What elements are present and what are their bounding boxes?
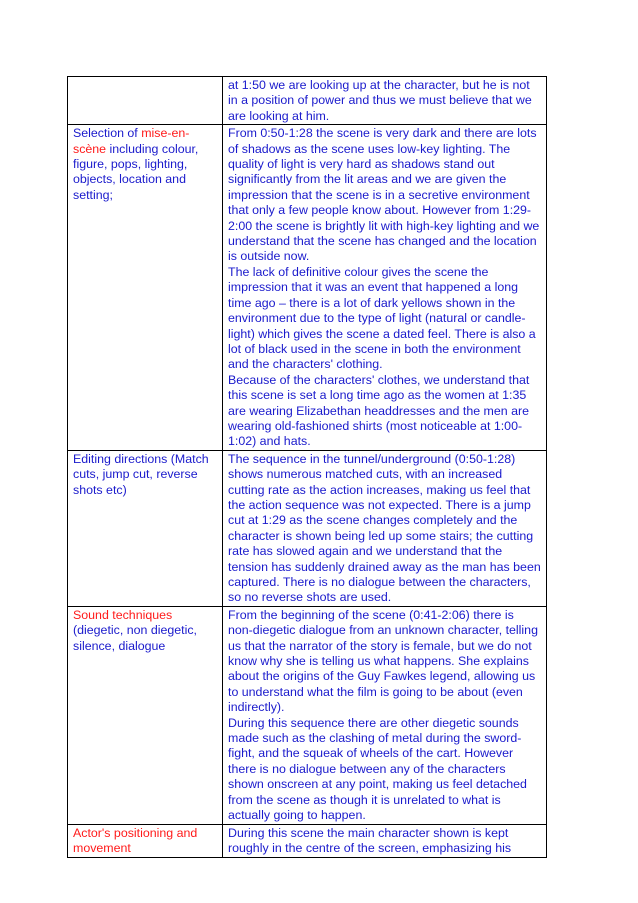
row-content-cell <box>223 77 547 125</box>
content-paragraph: During this sequence there are other diegetic sounds made such as the clashing of metal during the sword-fight, and the squeak of wheels of the cart. However there is no dialogue between any of the characters shown onscreen at any point, making us feel detached from the scene as though it is unrelated to what is actually going to happen. <box>228 715 527 823</box>
table-row <box>68 77 547 125</box>
table-row <box>68 606 547 824</box>
row-label-prefix: Selection of <box>73 126 142 141</box>
row-label-cell <box>68 450 223 606</box>
table-row <box>68 125 547 451</box>
table-row <box>68 824 547 857</box>
row-label-text: (diegetic, non diegetic, silence, dialogue <box>73 623 197 653</box>
content-paragraph: From the beginning of the scene (0:41-2:06) there is non-diegetic dialogue from an unknown character, telling us that the narrator of the story is female, but we do not know why she is telling us what happens. She explains about the origins of the Guy Fawkes legend, allowing us to understand what the film is going to be about (even indirectly). <box>228 607 538 715</box>
content-paragraph: The sequence in the tunnel/underground (0:50-1:28) shows numerous matched cuts, with an increased cutting rate as the action increases, making us feel that the action sequence was not expected. There is a jump cut at 1:29 as the scene changes completely and the character is shown being led up some stairs; the cutting rate has slowed again and we understand that the tension has suddenly drained away as the man has been captured. There is no dialogue between the characters, so no reverse shots are used. <box>228 451 541 605</box>
content-paragraph: During this scene the main character shown is kept roughly in the centre of the screen, emphasizing his <box>228 825 512 855</box>
content-paragraph: The lack of definitive colour gives the scene the impression that it was an event that happened a long time ago – there is a lot of dark yellows shown in the environment due to the type of light (natural or candle-light) which gives the scene a dated feel. There is also a lot of black used in the scene in both the environment and the characters' clothing. <box>228 264 536 372</box>
row-label-cell <box>68 606 223 824</box>
row-label-highlight: mise-en-scène <box>73 126 190 156</box>
row-label-text: including colour, figure, pops, lighting, objects, location and setting; <box>73 141 199 202</box>
content-paragraph: Because of the characters' clothes, we understand that this scene is set a long time ago as the women at 1:35 are wearing Elizabethan headdresses and the men are wearing old-fashioned shirts (most noticeable at 1:00-1:02) and hats. <box>228 372 530 449</box>
row-content-cell <box>223 450 547 606</box>
row-label-cell <box>68 824 223 857</box>
analysis-table <box>67 76 547 858</box>
row-label-highlight: Actor's positioning and movement <box>73 825 198 855</box>
content-paragraph: at 1:50 we are looking up at the character, but he is not in a position of power and thus we must believe that we are looking at him. <box>228 78 532 123</box>
row-label-cell <box>68 77 223 125</box>
content-paragraph: From 0:50-1:28 the scene is very dark and there are lots of shadows as the scene uses low-key lighting. The quality of light is very hard as shadows stand out significantly from the lit areas and we are given the impression that the scene is in a secretive environment that only a few people know about. However from 1:29-2:00 the scene is brightly lit with high-key lighting and we understand that the scene has changed and the location is outside now. <box>228 126 540 264</box>
row-label-highlight: Sound techniques <box>73 607 173 622</box>
table-row <box>68 450 547 606</box>
row-content-cell <box>223 606 547 824</box>
row-label-text: Editing directions (Match cuts, jump cut, reverse shots etc) <box>73 451 209 497</box>
row-content-cell <box>223 824 547 857</box>
row-label-cell <box>68 125 223 451</box>
row-content-cell <box>223 125 547 451</box>
